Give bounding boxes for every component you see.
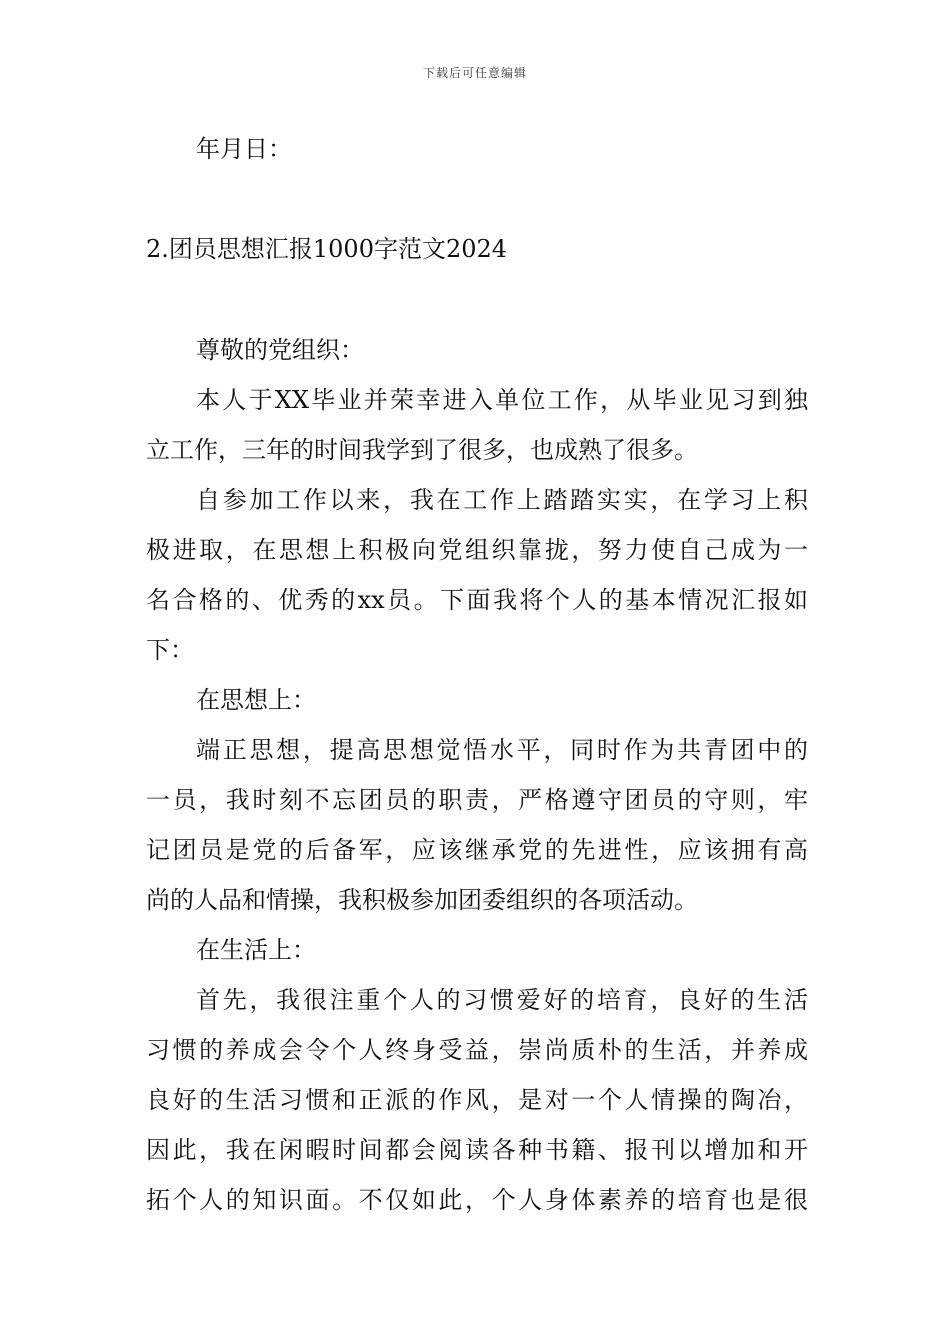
paragraph-line: 一员，我时刻不忘团员的职责，严格遵守团员的守则，牢: [146, 786, 808, 814]
paragraph-line: 名合格的、优秀的xx员。下面我将个人的基本情况汇报如: [146, 586, 808, 614]
section-title-block: [146, 224, 808, 274]
paragraph-line: 习惯的养成会令个人终身受益，崇尚质朴的生活，并养成: [146, 1036, 808, 1064]
paragraph-line: 尚的人品和情操，我积极参加团委组织的各项活动。: [146, 886, 698, 914]
paragraph-line: 端正思想，提高思想觉悟水平，同时作为共青团中的: [196, 736, 808, 764]
paragraph-line: 拓个人的知识面。不仅如此，个人身体素养的培育也是很: [146, 1186, 808, 1214]
subheading-thought: 在思想上：: [196, 686, 316, 714]
date-line-block: [146, 124, 808, 174]
date-line: 年月日：: [196, 135, 292, 163]
paragraph-line: 记团员是党的后备军，应该继承党的先进性，应该拥有高: [146, 836, 808, 864]
paragraph-line: 首先，我很注重个人的习惯爱好的培育，良好的生活: [196, 986, 808, 1014]
paragraph-line: 自参加工作以来，我在工作上踏踏实实，在学习上积: [196, 486, 808, 514]
paragraph-line: 因此，我在闲暇时间都会阅读各种书籍、报刊以增加和开: [146, 1136, 808, 1164]
paragraph-line: 本人于XX毕业并荣幸进入单位工作，从毕业见习到独: [196, 386, 808, 414]
paragraph-line: 良好的生活习惯和正派的作风，是对一个人情操的陶冶，: [146, 1086, 808, 1114]
letter-body: [146, 325, 808, 1225]
salutation: 尊敬的党组织：: [196, 336, 364, 364]
paragraph-line: 极进取，在思想上积极向党组织靠拢，努力使自己成为一: [146, 536, 808, 564]
subheading-life: 在生活上：: [196, 936, 316, 964]
paragraph-line: 立工作，三年的时间我学到了很多，也成熟了很多。: [146, 436, 698, 464]
paragraph-line: 下：: [146, 636, 194, 664]
section-title: 2.团员思想汇报1000字范文2024: [146, 235, 508, 263]
page-header: 下载后可任意编辑: [422, 66, 527, 80]
